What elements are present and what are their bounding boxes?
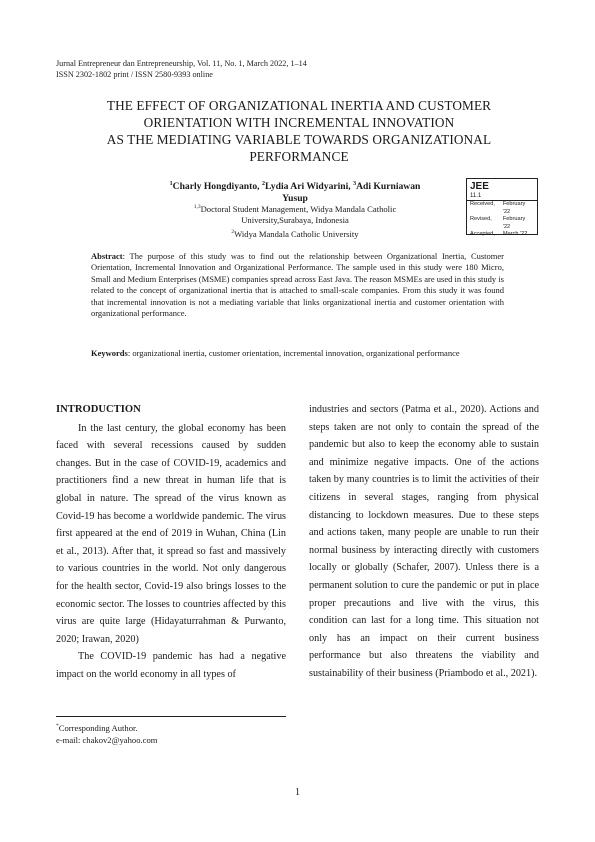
author-3-sup: 3 xyxy=(353,181,357,187)
footnote-marker: * xyxy=(56,723,59,729)
abstract xyxy=(91,251,504,319)
author-3-cont: Yusup xyxy=(282,193,308,205)
author-2-sup: 2 xyxy=(261,181,265,187)
jee-accepted-row xyxy=(467,231,537,239)
accepted-value: March '22 xyxy=(503,231,528,237)
jee-volume: 11.1 xyxy=(467,192,537,201)
author-1: Charly Hongdiyanto, xyxy=(172,181,262,193)
abstract-label: Abstract xyxy=(91,251,123,261)
abstract-text: : The purpose of this study was to find out the relationship between Organizational Inertia, Customer Orientation, Incremental Innovation and Organizational Performance. The sample used in this study were 180 Micro, Small and Medium Enterprises (MSME) companies spread across East Java. The reason MSMEs are used in this study is related to the concept of organizational inertia that is attached to small-scale companies. From this study it was found that incremental innovation is not a mediating variable that links organizational inertia and customer orientation with organizational performance. xyxy=(91,251,504,319)
keywords xyxy=(91,348,504,359)
accepted-label: Accepted, xyxy=(470,231,495,237)
revised-label: Revised, xyxy=(470,216,492,222)
footnote-divider xyxy=(56,716,286,717)
body-right-column xyxy=(309,401,539,683)
footnote xyxy=(56,720,157,746)
title-line-2: ORIENTATION WITH INCREMENTAL INNOVATION xyxy=(143,115,455,130)
affiliation-1-line-2: University,Surabaya, Indonesia xyxy=(241,215,349,226)
affiliation-1-line-1: Doctoral Student Management, Widya Mandala Catholic xyxy=(200,203,397,214)
affiliation-1-sup: 1,3 xyxy=(193,204,201,210)
jee-revised-row xyxy=(467,216,537,231)
affiliation-2: Widya Mandala Catholic University xyxy=(234,228,359,239)
paper-title xyxy=(60,97,538,165)
footnote-email: e-mail: chakov2@yahoo.com xyxy=(56,734,158,745)
author-3: Adi Kurniawan xyxy=(356,181,421,193)
revised-value: February '22 xyxy=(502,216,526,230)
page-number: 1 xyxy=(295,787,300,798)
intro-paragraph-2: The COVID-19 pandemic has had a negative impact on the world economy in all types of xyxy=(56,651,286,680)
title-line-3: AS THE MEDIATING VARIABLE TOWARDS ORGANIZATIONAL xyxy=(106,132,492,147)
received-label: Received, xyxy=(470,201,495,207)
journal-citation: Jurnal Entrepreneur dan Entrepreneurship, Vol. 11, No. 1, March 2022, 1–14 xyxy=(56,59,307,68)
introduction-heading: INTRODUCTION xyxy=(56,404,141,415)
jee-title: JEE xyxy=(470,181,489,192)
author-1-sup: 1 xyxy=(169,181,173,187)
title-line-4: PERFORMANCE xyxy=(249,149,349,164)
keywords-text: : organizational inertia, customer orientation, incremental innovation, organizational performance xyxy=(127,348,460,358)
intro-paragraph-2-continued: industries and sectors (Patma et al., 2020). Actions and steps taken are not only to contain the spread of the pandemic but also to keep the economy able to sustain and minimize negative impacts. One of the actions taken by many countries is to limit the activities of their citizens in several stages, ranging from physical distancing to lockdown measures. Due to these steps and actions taken, many people are unable to run their normal business by interacting directly with customers locally or globally (Schafer, 2007). Unless there is a permanent solution to cure the pandemic or put in place proper precautions and live with the virus, this condition can last for a long time. This situation not only has an impact on their current business performance but also threatens the viability and sustainability of their business (Priambodo et al., 2021). xyxy=(309,404,539,679)
affiliations xyxy=(150,202,440,240)
author-2: Lydia Ari Widyarini, xyxy=(264,181,354,193)
affiliation-2-sup: 2 xyxy=(231,228,235,235)
footnote-corresponding: Corresponding Author. xyxy=(58,722,138,733)
jee-info-box xyxy=(466,178,538,235)
issn-line: ISSN 2302-1802 print / ISSN 2580-9393 online xyxy=(56,70,213,79)
keywords-label: Keywords xyxy=(91,348,128,358)
received-value: February '22 xyxy=(502,201,526,215)
journal-header xyxy=(56,58,307,80)
jee-received-row xyxy=(467,201,537,216)
body-left-column xyxy=(56,401,286,684)
title-line-1: THE EFFECT OF ORGANIZATIONAL INERTIA AND CUSTOMER xyxy=(106,98,492,113)
intro-paragraph-1: In the last century, the global economy has been faced with several recessions caused by sudden changes. But in the case of COVID-19, academics and practitioners find a new threat in human life that is global in nature. The spread of the virus known as Covid-19 has become a worldwide pandemic. The virus first appeared at the end of 2019 in Wuhan, China (Lin et al., 2013). After that, it spread so fast and massively to various countries in the world. Not only dangerous for the health sector, Covid-19 also brings losses to the economic sector. The losses to countries affected by this virus are quite large (Hidayaturrahman & Purwanto, 2020; Irawan, 2020) xyxy=(56,422,286,645)
